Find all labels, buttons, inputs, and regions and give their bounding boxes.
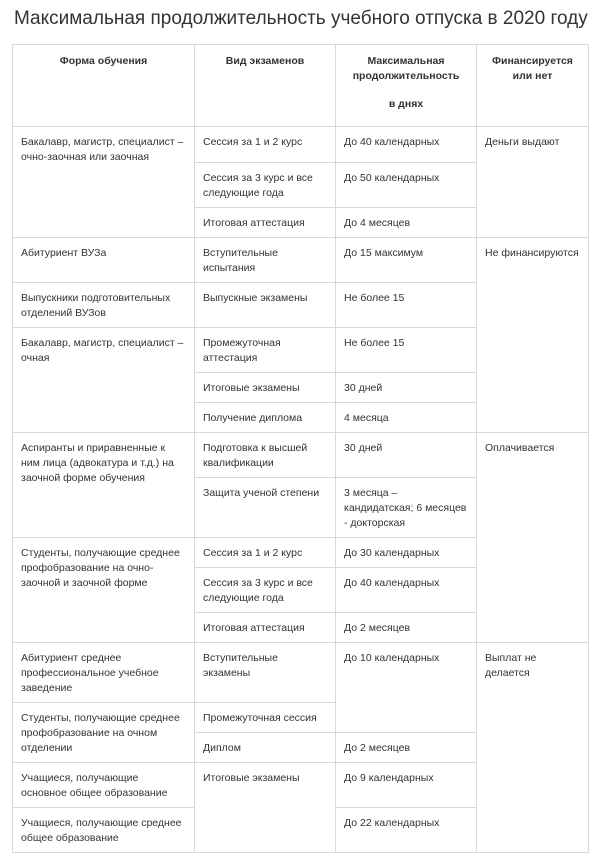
cell-form: Выпускники подготовительных отделений ВУЗов: [13, 283, 195, 328]
study-leave-table: [12, 44, 589, 853]
cell-duration: 30 дней: [336, 433, 477, 478]
cell-exam: Сессия за 1 и 2 курс: [195, 538, 336, 568]
cell-funding: Оплачивается: [477, 433, 589, 643]
page-title: Максимальная продолжительность учебного отпуска в 2020 году: [14, 8, 588, 29]
cell-duration: До 40 календарных: [336, 568, 477, 613]
cell-exam: Итоговые экзамены: [195, 763, 336, 853]
cell-exam: Защита ученой степени: [195, 478, 336, 538]
cell-funding: Выплат не делается: [477, 643, 589, 853]
cell-form: Бакалавр, магистр, специалист – очно-заочная или заочная: [13, 127, 195, 238]
cell-duration: До 4 месяцев: [336, 208, 477, 238]
cell-duration: До 22 календарных: [336, 808, 477, 853]
cell-exam: Диплом: [195, 733, 336, 763]
header-duration-line2: в днях: [388, 98, 424, 110]
cell-exam: Итоговая аттестация: [195, 208, 336, 238]
header-exam: Вид экзаменов: [195, 45, 336, 127]
cell-duration: До 40 календарных: [336, 127, 477, 163]
header-form: Форма обучения: [13, 45, 195, 127]
header-funding: Финансируется или нет: [477, 45, 589, 127]
header-duration: [336, 45, 477, 127]
cell-exam: Сессия за 1 и 2 курс: [195, 127, 336, 163]
cell-duration: До 15 максимум: [336, 238, 477, 283]
table-row: [13, 127, 589, 163]
cell-form: Студенты, получающие среднее профобразование на очно-заочной и заочной форме: [13, 538, 195, 643]
table-header-row: [13, 45, 589, 127]
table-row: [13, 238, 589, 283]
cell-funding: Не финансируются: [477, 238, 589, 433]
cell-duration: 3 месяца – кандидатская; 6 месяцев - докторская: [336, 478, 477, 538]
cell-exam: Получение диплома: [195, 403, 336, 433]
cell-exam: Сессия за 3 курс и все следующие года: [195, 568, 336, 613]
cell-funding: Деньги выдают: [477, 127, 589, 238]
header-duration-line1: Максимальная продолжительность: [352, 55, 460, 82]
cell-duration: 4 месяца: [336, 403, 477, 433]
table-row: [13, 643, 589, 703]
cell-exam: Итоговая аттестация: [195, 613, 336, 643]
cell-exam: Итоговые экзамены: [195, 373, 336, 403]
cell-form: Студенты, получающие среднее профобразование на очном отделении: [13, 703, 195, 763]
cell-form: Учащиеся, получающие основное общее образование: [13, 763, 195, 808]
cell-exam: Вступительные экзамены: [195, 643, 336, 703]
cell-duration: Не более 15: [336, 328, 477, 373]
cell-exam: Промежуточная сессия: [195, 703, 336, 733]
cell-duration: До 10 календарных: [336, 643, 477, 733]
cell-exam: Промежуточная аттестация: [195, 328, 336, 373]
cell-duration: 30 дней: [336, 373, 477, 403]
cell-form: Бакалавр, магистр, специалист – очная: [13, 328, 195, 433]
cell-duration: Не более 15: [336, 283, 477, 328]
cell-exam: Сессия за 3 курс и все следующие года: [195, 163, 336, 208]
cell-form: Абитуриент среднее профессиональное учебное заведение: [13, 643, 195, 703]
table-row: [13, 433, 589, 478]
cell-form: Абитуриент ВУЗа: [13, 238, 195, 283]
cell-duration: До 50 календарных: [336, 163, 477, 208]
cell-duration: До 30 календарных: [336, 538, 477, 568]
cell-form: Аспиранты и приравненные к ним лица (адвокатура и т.д.) на заочной форме обучения: [13, 433, 195, 538]
cell-exam: Выпускные экзамены: [195, 283, 336, 328]
cell-exam: Вступительные испытания: [195, 238, 336, 283]
cell-exam: Подготовка к высшей квалификации: [195, 433, 336, 478]
cell-form: Учащиеся, получающие среднее общее образование: [13, 808, 195, 853]
cell-duration: До 2 месяцев: [336, 733, 477, 763]
cell-duration: До 9 календарных: [336, 763, 477, 808]
cell-duration: До 2 месяцев: [336, 613, 477, 643]
